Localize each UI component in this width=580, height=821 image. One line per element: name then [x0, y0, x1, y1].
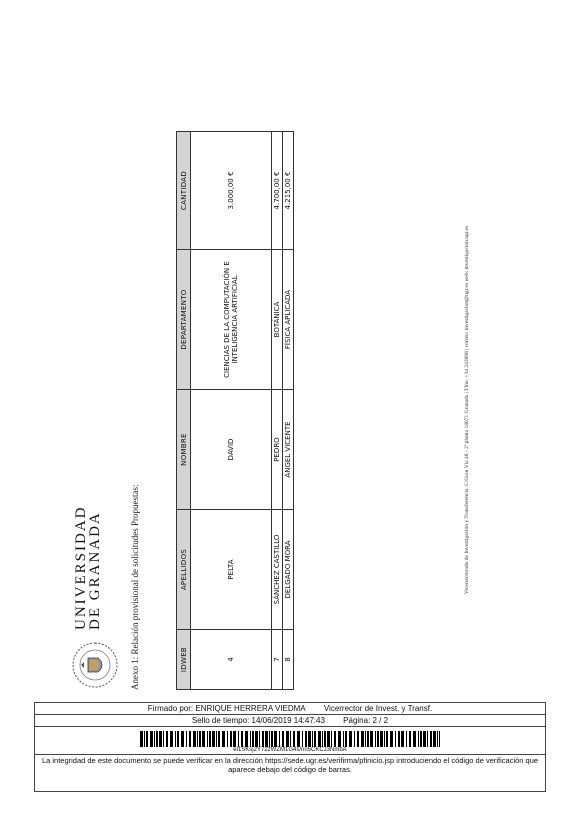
table-header-row: [177, 132, 191, 690]
barcode-bar: [269, 731, 270, 747]
table-row: [272, 132, 283, 690]
barcode-bar: [370, 731, 373, 747]
barcode-bar: [423, 731, 426, 747]
cell-name: DAVID: [191, 390, 272, 510]
barcode-bar: [338, 731, 341, 747]
barcode-bar: [314, 731, 316, 747]
barcode-bar: [357, 731, 359, 747]
barcode-bar: [216, 731, 217, 747]
barcode-bar: [375, 731, 376, 747]
signer-role: Vicerrector de Invest. y Transf.: [323, 704, 433, 713]
cell-id: 4: [191, 630, 272, 690]
barcode-bar: [233, 731, 236, 747]
barcode-bar: [420, 731, 422, 747]
barcode-bar: [265, 731, 268, 747]
barcode-bar: [262, 731, 264, 747]
header-departamento: DEPARTAMENTO: [177, 250, 191, 390]
barcode-bar: [386, 731, 388, 747]
barcode-bar: [140, 731, 143, 747]
barcode-bar: [361, 731, 364, 747]
barcode-bar: [170, 731, 173, 747]
barcode-bar: [199, 731, 201, 747]
applications-table: [176, 131, 294, 690]
barcode-bar: [146, 731, 148, 747]
barcode-bar: [430, 731, 432, 747]
barcode-bar: [308, 731, 311, 747]
cell-surname: SÁNCHEZ CASTILLO: [272, 510, 283, 630]
header-idweb: IDWEB: [177, 630, 191, 690]
timestamp-row: [35, 715, 545, 727]
barcode-bar: [322, 731, 323, 747]
cell-amount: 4.215,00 €: [283, 132, 294, 250]
barcode-bar: [401, 731, 404, 747]
department-contact-footer: Vicerrectorado de Investigación y Transferencia. C/Gran Vía 48 - 2ª planta 18071 Granada | Tfno. +34 243008 | correo: investigacion@ugr.es web: investigacion.ugr.es: [464, 225, 470, 595]
barcode-bar: [413, 731, 416, 747]
barcode-bar: [334, 731, 336, 747]
barcode-bar: [207, 731, 208, 747]
barcode-bar: [324, 731, 326, 747]
university-crest-icon: [70, 640, 120, 690]
barcode-bar: [175, 731, 176, 747]
timestamp: Sello de tiempo: 14/06/2019 14:47:43: [191, 716, 325, 725]
table-row: [191, 132, 272, 690]
barcode-bar: [398, 731, 400, 747]
table-row: [283, 132, 294, 690]
barcode-bar: [218, 731, 220, 747]
barcode-bar: [305, 731, 307, 747]
barcode-bar: [252, 731, 254, 747]
barcode-bar: [345, 731, 347, 747]
barcode-bar: [250, 731, 251, 747]
barcode-bar: [227, 731, 228, 747]
barcode-bar: [409, 731, 411, 747]
barcode-bar: [312, 731, 313, 747]
cell-surname: DELGADO MORA: [283, 510, 294, 630]
barcode-bar: [202, 731, 205, 747]
barcode-bar: [377, 731, 379, 747]
annex-title: Anexo 1: Relación provisional de solicitudes Propuestas:: [130, 484, 140, 690]
cell-id: 8: [283, 630, 294, 690]
barcode-bar: [406, 731, 407, 747]
barcode-bar: [177, 731, 179, 747]
barcode-bar: [259, 731, 260, 747]
cell-surname: PELTA: [191, 510, 272, 630]
barcode-bar: [418, 731, 419, 747]
barcode-bar: [282, 731, 284, 747]
barcode-bar: [144, 731, 145, 747]
cell-department: CIENCIAS DE LA COMPUTACIÓN E INTELIGENCIA ARTIFICIAL: [191, 250, 272, 390]
barcode-bar: [286, 731, 289, 747]
barcode-bar: [209, 731, 211, 747]
page-number: Página: 2 / 2: [343, 716, 389, 725]
header-cantidad: CANTIDAD: [177, 132, 191, 250]
barcode-bar: [354, 731, 355, 747]
barcode-bar: [230, 731, 232, 747]
barcode-bar: [163, 731, 164, 747]
barcode-bar: [193, 731, 196, 747]
barcode-bar: [181, 731, 184, 747]
barcode-bar: [255, 731, 258, 747]
barcode-bar: [390, 731, 393, 747]
barcode-bar: [197, 731, 198, 747]
signer-row: [35, 703, 545, 715]
verification-code: el1SKsj2Y72zWZM1G4s/nn5CKCJ3NmbA: [233, 747, 347, 753]
barcode-bar: [156, 731, 158, 747]
cell-department: BOTÁNICA: [272, 250, 283, 390]
barcode-bar: [343, 731, 344, 747]
barcode-bar: [241, 731, 243, 747]
barcode-bar: [186, 731, 187, 747]
cell-name: PEDRO: [272, 390, 283, 510]
barcode-bar: [238, 731, 239, 747]
barcode-bar: [367, 731, 369, 747]
university-name-line2: DE GRANADA: [87, 511, 103, 630]
barcode-bar: [150, 731, 153, 747]
cell-name: ÁNGEL VICENTE: [283, 390, 294, 510]
header-nombre: NOMBRE: [177, 390, 191, 510]
barcode-bar: [271, 731, 273, 747]
barcode-bar: [279, 731, 280, 747]
barcode-bar: [318, 731, 321, 747]
barcode-bar: [245, 731, 248, 747]
barcode-bar: [189, 731, 191, 747]
cell-id: 7: [272, 630, 283, 690]
barcode-bar: [297, 731, 300, 747]
barcode-bar: [331, 731, 332, 747]
barcode-bar: [159, 731, 162, 747]
barcode-bar: [212, 731, 215, 747]
verification-notice: La integridad de este documento se puede verificar en la dirección https://sede.ugr.es/verifirma/pfinicio.jsp introduciendo el código de verificación que aparece debajo del código de barras.: [35, 754, 545, 775]
barcode-bar: [154, 731, 155, 747]
barcode-bar: [395, 731, 396, 747]
barcode-bar: [433, 731, 436, 747]
barcode-bar: [327, 731, 330, 747]
barcode-bar: [439, 731, 440, 747]
signature-box: [34, 702, 546, 792]
barcode-bar: [293, 731, 295, 747]
barcode-bar: [437, 731, 438, 747]
barcode: [140, 731, 440, 747]
barcode-bar: [349, 731, 352, 747]
cell-amount: 3.000,00 €: [191, 132, 272, 250]
barcode-bar: [166, 731, 168, 747]
barcode-bar: [222, 731, 225, 747]
barcode-bar: [290, 731, 291, 747]
barcode-bar: [380, 731, 383, 747]
cell-amount: 4.700,00 €: [272, 132, 283, 250]
cell-department: FÍSICA APLICADA: [283, 250, 294, 390]
header-apellidos: APELLIDOS: [177, 510, 191, 630]
barcode-bar: [274, 731, 277, 747]
signed-by: Firmado por: ENRIQUE HERRERA VIEDMA: [147, 704, 306, 713]
barcode-bar: [365, 731, 366, 747]
rotated-page-content: [70, 130, 500, 690]
barcode-bar: [427, 731, 428, 747]
university-name-line1: UNIVERSIDAD: [73, 505, 89, 630]
university-name: [74, 506, 102, 631]
barcode-bar: [384, 731, 385, 747]
barcode-bar: [302, 731, 303, 747]
